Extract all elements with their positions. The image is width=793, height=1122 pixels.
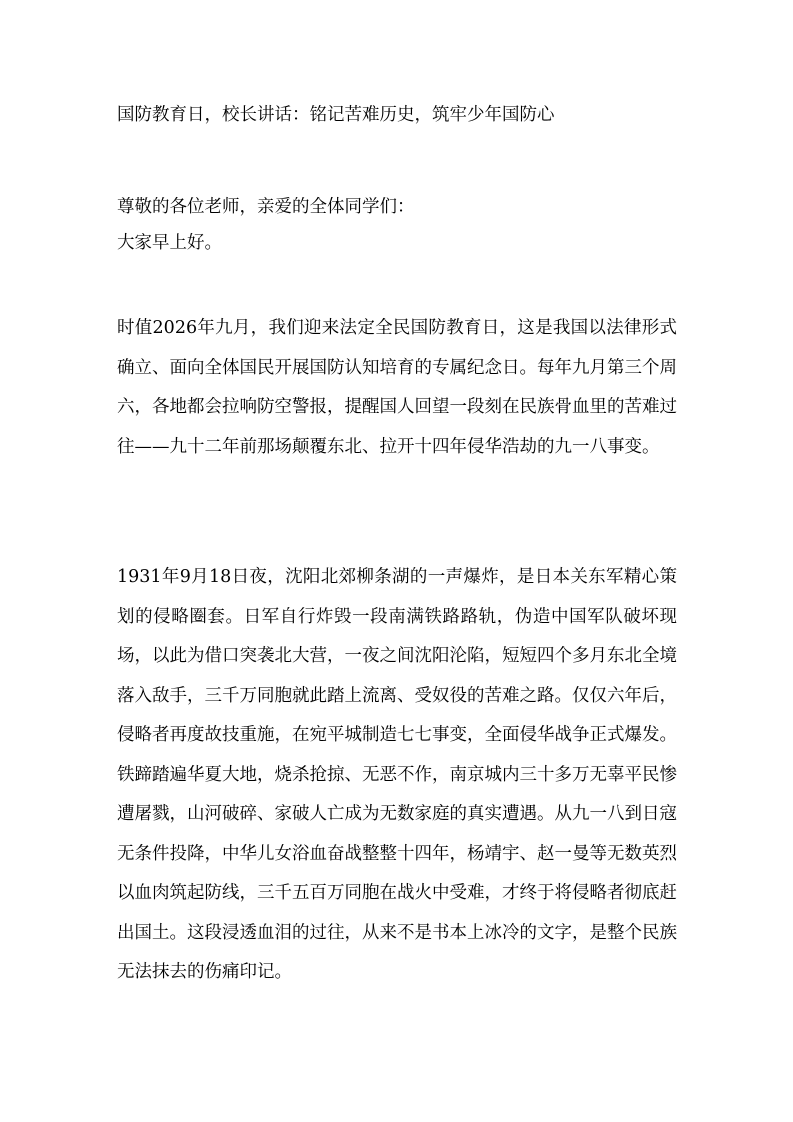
body-paragraph: 1931年9月18日夜，沈阳北郊柳条湖的一声爆炸，是日本关东军精心策划的侵略圈套。日军自行炸毁一段南满铁路路轨，伪造中国军队破坏现场，以此为借口突袭北大营，一夜之间沈阳沦陷，短短四个多月东北全境落入敌手，三千万同胞就此踏上流离、受奴役的苦难之路。仅仅六年后，侵略者再度故技重施，在宛平城制造七七事变，全面侵华战争正式爆发。铁蹄踏遍华夏大地，烧杀抢掠、无恶不作，南京城内三十多万无辜平民惨遭屠戮，山河破碎、家破人亡成为无数家庭的真实遭遇。从九一八到日寇无条件投降，中华儿女浴血奋战整整十四年，杨靖宇、赵一曼等无数英烈以血肉筑起防线，三千五百万同胞在战火中受难，才终于将侵略者彻底赶出国土。这段浸透血泪的过往，从来不是书本上冰冷的文字，是整个民族无法抹去的伤痛印记。	[117, 567, 677, 982]
greeting-line: 大家早上好。	[117, 233, 222, 253]
body-paragraph: 时值2026年九月，我们迎来法定全民国防教育日，这是我国以法律形式确立、面向全体国民开展国防认知培育的专属纪念日。每年九月第三个周六，各地都会拉响防空警报，提醒国人回望一段刻在民族骨血里的苦难过往——九十二年前那场颠覆东北、拉开十四年侵华浩劫的九一八事变。	[117, 318, 677, 457]
greeting-line: 尊敬的各位老师，亲爱的全体同学们：	[117, 197, 415, 217]
document-title: 国防教育日，校长讲话：铭记苦难历史，筑牢少年国防心	[117, 105, 555, 125]
salutation-block	[117, 189, 677, 261]
